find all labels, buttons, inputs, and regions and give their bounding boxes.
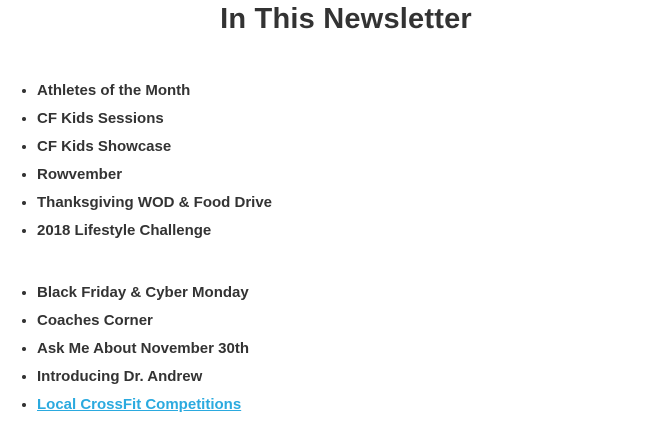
toc-item-introducing-dr-andrew: • Introducing Dr. Andrew [37, 363, 647, 391]
toc-list-primary [0, 77, 647, 245]
toc-item-ask-me-about-november-30th: • Ask Me About November 30th [37, 335, 647, 363]
toc-list-secondary [0, 279, 647, 419]
toc-item-rowvember: • Rowvember [37, 161, 647, 189]
toc-item-cf-kids-showcase: • CF Kids Showcase [37, 133, 647, 161]
toc-item-athletes-of-the-month: • Athletes of the Month [37, 77, 647, 105]
toc-item-local-crossfit-competitions [37, 391, 647, 419]
toc-item-thanksgiving-wod-food-drive: • Thanksgiving WOD & Food Drive [37, 189, 647, 217]
toc-item-black-friday-cyber-monday: • Black Friday & Cyber Monday [37, 279, 647, 307]
toc-item-2018-lifestyle-challenge: • 2018 Lifestyle Challenge [37, 217, 647, 245]
local-crossfit-competitions-link[interactable]: Local CrossFit Competitions [37, 396, 242, 414]
page-title: In This Newsletter [220, 3, 472, 35]
toc-item-cf-kids-sessions: • CF Kids Sessions [37, 105, 647, 133]
toc-item-coaches-corner: • Coaches Corner [37, 307, 647, 335]
